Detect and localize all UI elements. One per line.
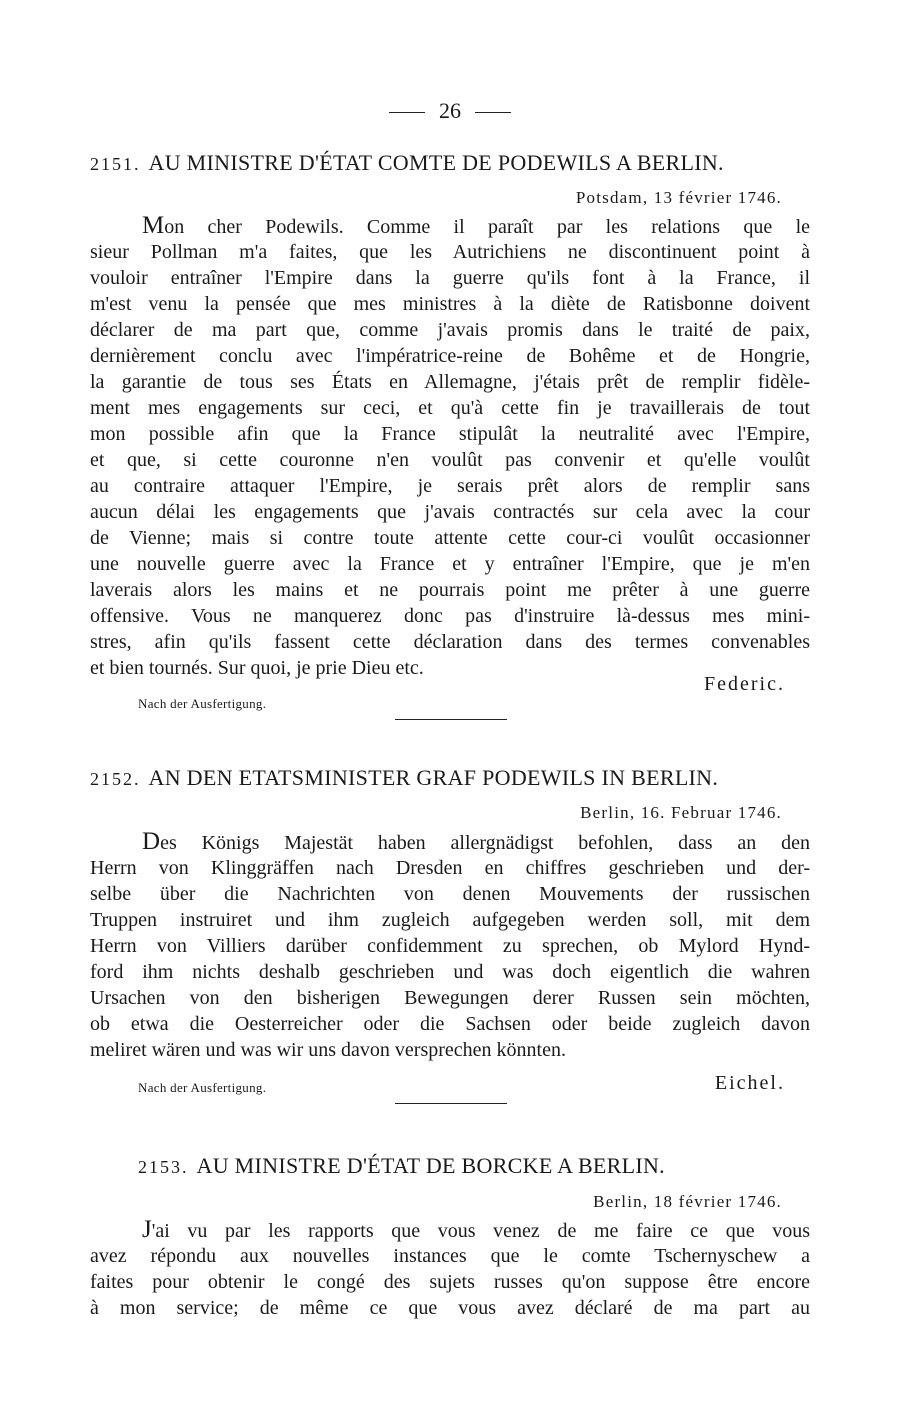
body-line: la garantie de tous ses États en Allemagne, j'étais prêt de remplir fidèle- — [90, 371, 810, 393]
signature: Federic. — [704, 673, 785, 695]
dateline: Berlin, 18 février 1746. — [593, 1192, 782, 1211]
body-line: stres, afin qu'ils fassent cette déclaration dans des termes convenables — [90, 631, 810, 653]
entry-heading: 2152. AN DEN ETATSMINISTER GRAF PODEWILS IN BERLIN. — [90, 765, 719, 790]
section-divider — [395, 719, 507, 720]
body-line: de Vienne; mais si contre toute attente cette cour-ci voulût occasionner — [90, 527, 810, 549]
body-line: et bien tournés. Sur quoi, je prie Dieu etc. — [90, 657, 424, 679]
body-line: Herrn von Klinggräffen nach Dresden en chiffres geschrieben und der- — [90, 857, 810, 879]
body-line: ob etwa die Oesterreicher oder die Sachsen oder beide zugleich davon — [90, 1013, 810, 1035]
source-note: Nach der Ausfertigung. — [138, 1080, 267, 1095]
body-line: Mon cher Podewils. Comme il paraît par les relations que le — [142, 212, 810, 239]
signature: Eichel. — [714, 1072, 785, 1094]
source-note: Nach der Ausfertigung. — [138, 696, 267, 711]
body-line: à mon service; de même ce que vous avez déclaré de ma part au — [90, 1297, 810, 1319]
body-line: une nouvelle guerre avec la France et y entraîner l'Empire, que je m'en — [90, 553, 810, 575]
body-line: sieur Pollman m'a faites, que les Autrichiens ne discontinuent point à — [90, 241, 810, 263]
body-line: et que, si cette couronne n'en voulût pas convenir et qu'elle voulût — [90, 449, 810, 471]
dateline: Berlin, 16. Februar 1746. — [580, 803, 782, 822]
body-line: J'ai vu par les rapports que vous venez de me faire ce que vous — [142, 1216, 810, 1243]
body-line: ment mes engagements sur ceci, et qu'à cette fin je travaillerais de tout — [90, 397, 810, 419]
body-line: m'est venu la pensée que mes ministres à la diète de Ratisbonne doivent — [90, 293, 810, 315]
section-divider — [395, 1103, 507, 1104]
body-line: au contraire attaquer l'Empire, je serais prêt alors de remplir sans — [90, 475, 810, 497]
body-line: vouloir entraîner l'Empire dans la guerre qu'ils font à la France, il — [90, 267, 810, 289]
body-line: selbe über die Nachrichten von denen Mouvements der russischen — [90, 883, 810, 905]
entry-heading: 2151. AU MINISTRE D'ÉTAT COMTE DE PODEWILS A BERLIN. — [90, 150, 724, 175]
body-line: mon possible afin que la France stipulât la neutralité avec l'Empire, — [90, 423, 810, 445]
body-line: ford ihm nichts deshalb geschrieben und was doch eigentlich die wahren — [90, 961, 810, 983]
body-line: faites pour obtenir le congé des sujets russes qu'on suppose être encore — [90, 1271, 810, 1293]
body-line: dernièrement conclu avec l'impératrice-reine de Bohême et de Hongrie, — [90, 345, 810, 367]
body-line: Truppen instruiret und ihm zugleich aufgegeben werden soll, mit dem — [90, 909, 810, 931]
body-line: offensive. Vous ne manquerez donc pas d'instruire là-dessus mes mini- — [90, 605, 810, 627]
body-line: déclarer de ma part que, comme j'avais promis dans le traité de paix, — [90, 319, 810, 341]
body-line: aucun délai les engagements que j'avais contractés sur cela avec la cour — [90, 501, 810, 523]
body-line: meliret wären und was wir uns davon versprechen könnten. — [90, 1039, 566, 1061]
body-line: Herrn von Villiers darüber confidemment zu sprechen, ob Mylord Hynd- — [90, 935, 810, 957]
body-line: avez répondu aux nouvelles instances que le comte Tschernyschew a — [90, 1245, 810, 1267]
body-line: Ursachen von den bisherigen Bewegungen derer Russen sein möchten, — [90, 987, 810, 1009]
entry-heading: 2153. AU MINISTRE D'ÉTAT DE BORCKE A BERLIN. — [138, 1153, 665, 1178]
dateline: Potsdam, 13 février 1746. — [575, 188, 782, 207]
page-number: 26 — [0, 98, 900, 124]
body-line: laverais alors les mains et ne pourrais point me prêter à une guerre — [90, 579, 810, 601]
body-line: Des Königs Majestät haben allergnädigst befohlen, dass an den — [142, 828, 810, 855]
